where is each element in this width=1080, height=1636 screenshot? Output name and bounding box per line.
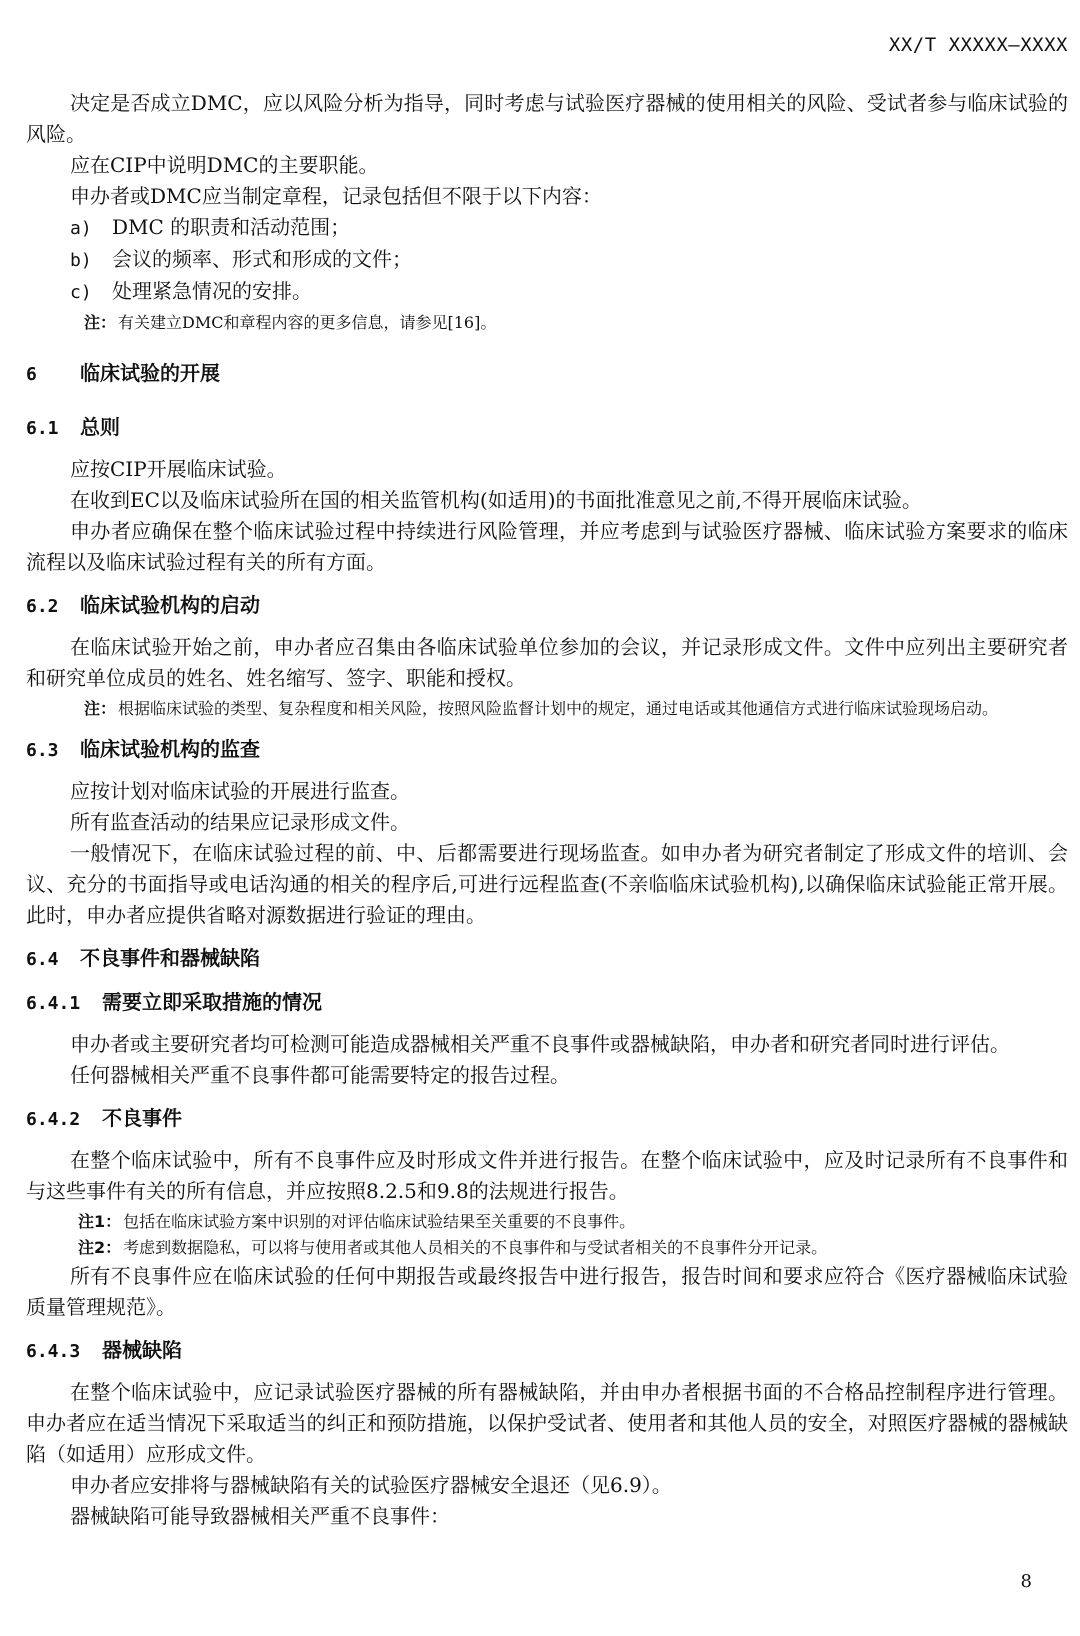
s61-paragraph-1: 应按CIP开展临床试验。 <box>70 457 287 481</box>
list-item: b) 会议的频率、形式和形成的文件； <box>70 247 412 271</box>
page-number: 8 <box>1020 1571 1032 1592</box>
s641-paragraph-2: 任何器械相关严重不良事件都可能需要特定的报告过程。 <box>70 1063 570 1087</box>
s61-paragraph-2: 在收到EC以及临床试验所在国的相关监管机构(如适用)的书面批准意见之前,不得开展临床试验。 <box>70 488 922 512</box>
s62-paragraph-1: 在临床试验开始之前，申办者应召集由各临床试验单位参加的会议，并记录形成文件。文件中应列出主要研究者和研究单位成员的姓名、姓名缩写、签字、职能和授权。 <box>26 635 1068 690</box>
s643-paragraph-3: 器械缺陷可能导致器械相关严重不良事件： <box>70 1504 450 1528</box>
s62-note: 注： 根据临床试验的类型、复杂程度和相关风险，按照风险监督计划中的规定，通过电话或其他通信方式进行临床试验现场启动。 <box>84 699 999 718</box>
dmc-paragraph-1: 决定是否成立DMC，应以风险分析为指导，同时考虑与试验医疗器械的使用相关的风险、受试者参与临床试验的风险。 <box>26 91 1068 146</box>
s61-paragraph-3: 申办者应确保在整个临床试验过程中持续进行风险管理，并应考虑到与试验医疗器械、临床试验方案要求的临床流程以及临床试验过程有关的所有方面。 <box>26 519 1068 574</box>
document-body <box>26 88 1068 1532</box>
s642-paragraph-1: 在整个临床试验中，所有不良事件应及时形成文件并进行报告。在整个临床试验中，应及时记录所有不良事件和与这些事件有关的所有信息，并应按照8.2.5和9.8的法规进行报告。 <box>26 1148 1068 1203</box>
section-6-4-heading: 6.4 不良事件和器械缺陷 <box>26 946 260 970</box>
s643-paragraph-2: 申办者应安排将与器械缺陷有关的试验医疗器械安全退还（见6.9）。 <box>70 1473 672 1497</box>
s643-paragraph-1: 在整个临床试验中，应记录试验医疗器械的所有器械缺陷，并由申办者根据书面的不合格品控制程序进行管理。申办者应在适当情况下采取适当的纠正和预防措施，以保护受试者、使用者和其他人员的安全，对照医疗器械的器械缺陷（如适用）应形成文件。 <box>26 1380 1068 1466</box>
section-6-3-heading: 6.3 临床试验机构的监查 <box>26 737 260 761</box>
s642-paragraph-2: 所有不良事件应在临床试验的任何中期报告或最终报告中进行报告，报告时间和要求应符合《医疗器械临床试验质量管理规范》。 <box>26 1264 1068 1319</box>
document-code: XX/T XXXXX—XXXX <box>888 34 1068 56</box>
s642-note-1: 注1： 包括在临床试验方案中识别的对评估临床试验结果至关重要的不良事件。 <box>78 1212 636 1231</box>
section-6-4-2-heading: 6.4.2 不良事件 <box>26 1106 182 1130</box>
s63-paragraph-2: 所有监查活动的结果应记录形成文件。 <box>70 810 410 834</box>
s63-paragraph-3: 一般情况下，在临床试验过程的前、中、后都需要进行现场监查。如申办者为研究者制定了形成文件的培训、会议、充分的书面指导或电话沟通的相关的程序后,可进行远程监查(不亲临临床试验机构),以确保临床试验能正常开展。此时，申办者应提供省略对源数据进行验证的理由。 <box>26 841 1068 927</box>
list-item: a) DMC 的职责和活动范围； <box>70 215 351 239</box>
dmc-note: 注： 有关建立DMC和章程内容的更多信息，请参见[16]。 <box>84 313 497 332</box>
section-6-4-1-heading: 6.4.1 需要立即采取措施的情况 <box>26 990 322 1014</box>
section-6-1-heading: 6.1 总则 <box>26 415 120 439</box>
section-6-heading: 6 临床试验的开展 <box>26 361 220 385</box>
s641-paragraph-1: 申办者或主要研究者均可检测可能造成器械相关严重不良事件或器械缺陷，申办者和研究者同时进行评估。 <box>70 1032 1010 1056</box>
list-item: c) 处理紧急情况的安排。 <box>70 279 312 303</box>
section-6-2-heading: 6.2 临床试验机构的启动 <box>26 593 260 617</box>
s63-paragraph-1: 应按计划对临床试验的开展进行监查。 <box>70 779 410 803</box>
dmc-paragraph-2: 应在CIP中说明DMC的主要职能。 <box>70 153 379 177</box>
dmc-paragraph-3: 申办者或DMC应当制定章程，记录包括但不限于以下内容： <box>70 184 602 208</box>
section-6-4-3-heading: 6.4.3 器械缺陷 <box>26 1338 182 1362</box>
s642-note-2: 注2： 考虑到数据隐私，可以将与使用者或其他人员相关的不良事件和与受试者相关的不良事件分开记录。 <box>78 1238 828 1257</box>
